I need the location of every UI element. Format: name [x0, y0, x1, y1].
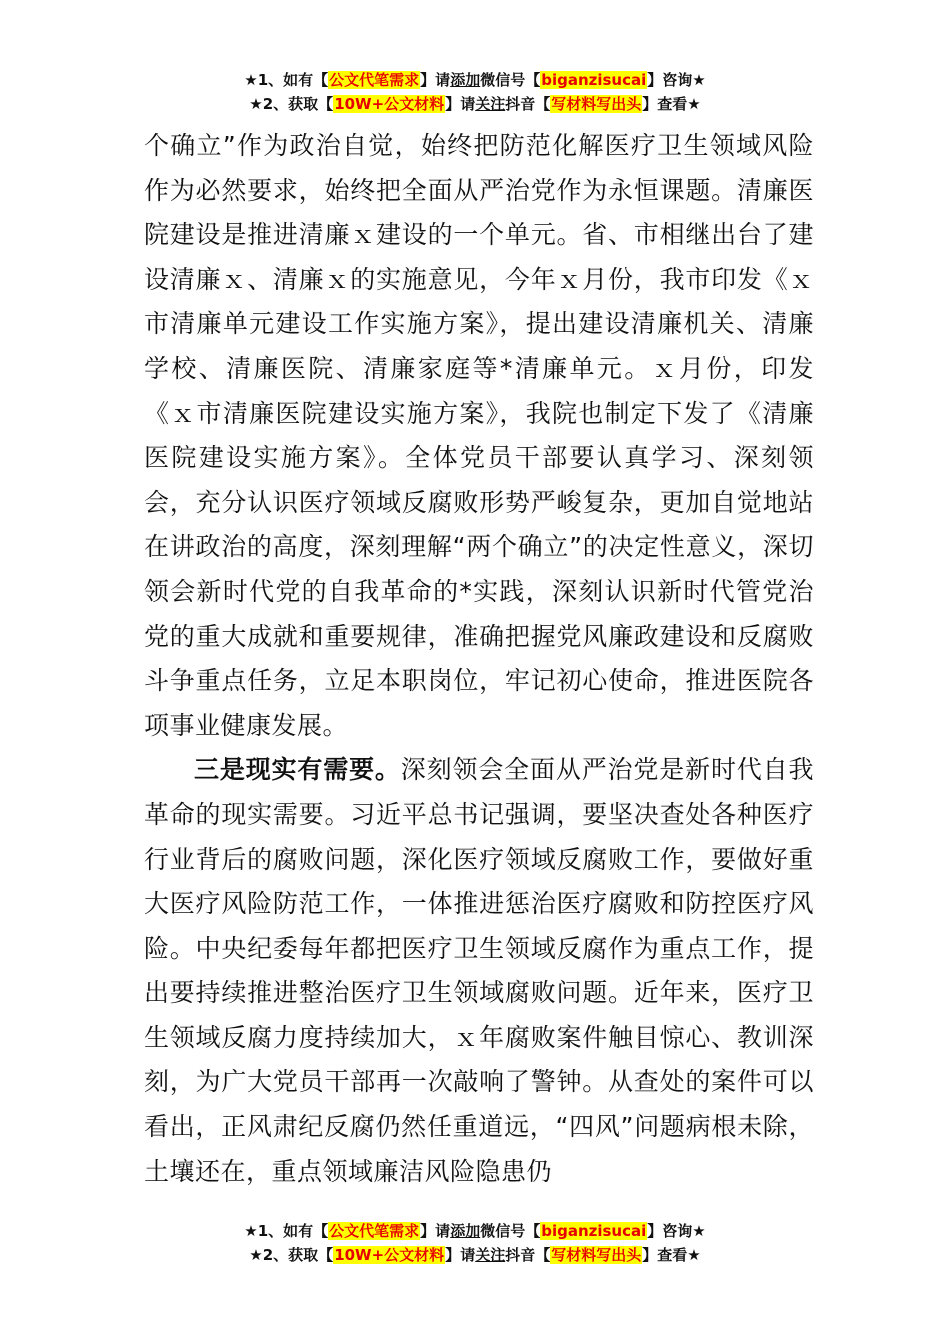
banner-text: 】请	[445, 95, 476, 113]
paragraph-2	[144, 748, 814, 1194]
banner-line-2	[0, 1243, 950, 1267]
highlighted-text: 10W+公文材料	[334, 95, 445, 113]
underlined-text: 关注	[475, 1246, 506, 1264]
douyin-id: 写材料写出头	[551, 1246, 642, 1264]
paragraph-text: 深刻领会全面从严治党是新时代自我革命的现实需要。习近平总书记强调，要坚决查处各种医疗行业背后的腐败问题，深化医疗领域反腐败工作，要做好重大医疗风险防范工作，一体推进惩治医疗腐败和防控医疗风险。中央纪委每年都把医疗卫生领域反腐作为重点工作，提出要持续推进整治医疗卫生领域腐败问题。近年来，医疗卫生领域反腐力度持续加大，ｘ年腐败案件触目惊心、教训深刻，为广大党员干部再一次敲响了警钟。从查处的案件可以看出，正风肃纪反腐仍然任重道远，“四风”问题病根未除，土壤还在，重点领域廉洁风险隐患仍	[144, 755, 814, 1186]
header-banner	[0, 68, 950, 116]
banner-text: ★1、如有【	[244, 1222, 329, 1240]
banner-text: ★2、获取【	[249, 1246, 334, 1264]
banner-line-1	[0, 68, 950, 92]
underlined-text: 添加	[450, 71, 481, 89]
banner-text: 】请	[420, 71, 451, 89]
wechat-id: biganzisucai	[541, 1222, 647, 1240]
highlighted-text: 公文代笔需求	[329, 71, 420, 89]
banner-text: 抖音【	[505, 1246, 551, 1264]
banner-text: 】请	[445, 1246, 476, 1264]
douyin-id: 写材料写出头	[551, 95, 642, 113]
banner-text: 】咨询★	[647, 71, 706, 89]
wechat-id: biganzisucai	[541, 71, 647, 89]
banner-text: 】查看★	[642, 1246, 701, 1264]
banner-text: ★2、获取【	[249, 95, 334, 113]
banner-text: 微信号【	[480, 1222, 541, 1240]
banner-text: 微信号【	[480, 71, 541, 89]
banner-text: 抖音【	[505, 95, 551, 113]
banner-text: 】请	[420, 1222, 451, 1240]
paragraph-1: 个确立”作为政治自觉，始终把防范化解医疗卫生领域风险作为必然要求，始终把全面从严治党作为永恒课题。清廉医院建设是推进清廉ｘ建设的一个单元。省、市相继出台了建设清廉ｘ、清廉ｘ的实施意见，今年ｘ月份，我市印发《ｘ市清廉单元建设工作实施方案》，提出建设清廉机关、清廉学校、清廉医院、清廉家庭等*清廉单元。ｘ月份，印发《ｘ市清廉医院建设实施方案》，我院也制定下发了《清廉医院建设实施方案》。全体党员干部要认真学习、深刻领会，充分认识医疗领域反腐败形势严峻复杂，更加自觉地站在讲政治的高度，深刻理解“两个确立”的决定性意义，深切领会新时代党的自我革命的*实践，深刻认识新时代管党治党的重大成就和重要规律，准确把握党风廉政建设和反腐败斗争重点任务，立足本职岗位，牢记初心使命，推进医院各项事业健康发展。	[144, 131, 814, 740]
underlined-text: 添加	[450, 1222, 481, 1240]
paragraph-heading: 三是现实有需要。	[194, 755, 401, 785]
banner-line-2	[0, 92, 950, 116]
underlined-text: 关注	[475, 95, 506, 113]
banner-text: 】查看★	[642, 95, 701, 113]
highlighted-text: 公文代笔需求	[329, 1222, 420, 1240]
banner-line-1	[0, 1219, 950, 1243]
footer-banner	[0, 1219, 950, 1267]
document-body	[144, 124, 814, 1194]
banner-text: ★1、如有【	[244, 71, 329, 89]
highlighted-text: 10W+公文材料	[334, 1246, 445, 1264]
banner-text: 】咨询★	[647, 1222, 706, 1240]
